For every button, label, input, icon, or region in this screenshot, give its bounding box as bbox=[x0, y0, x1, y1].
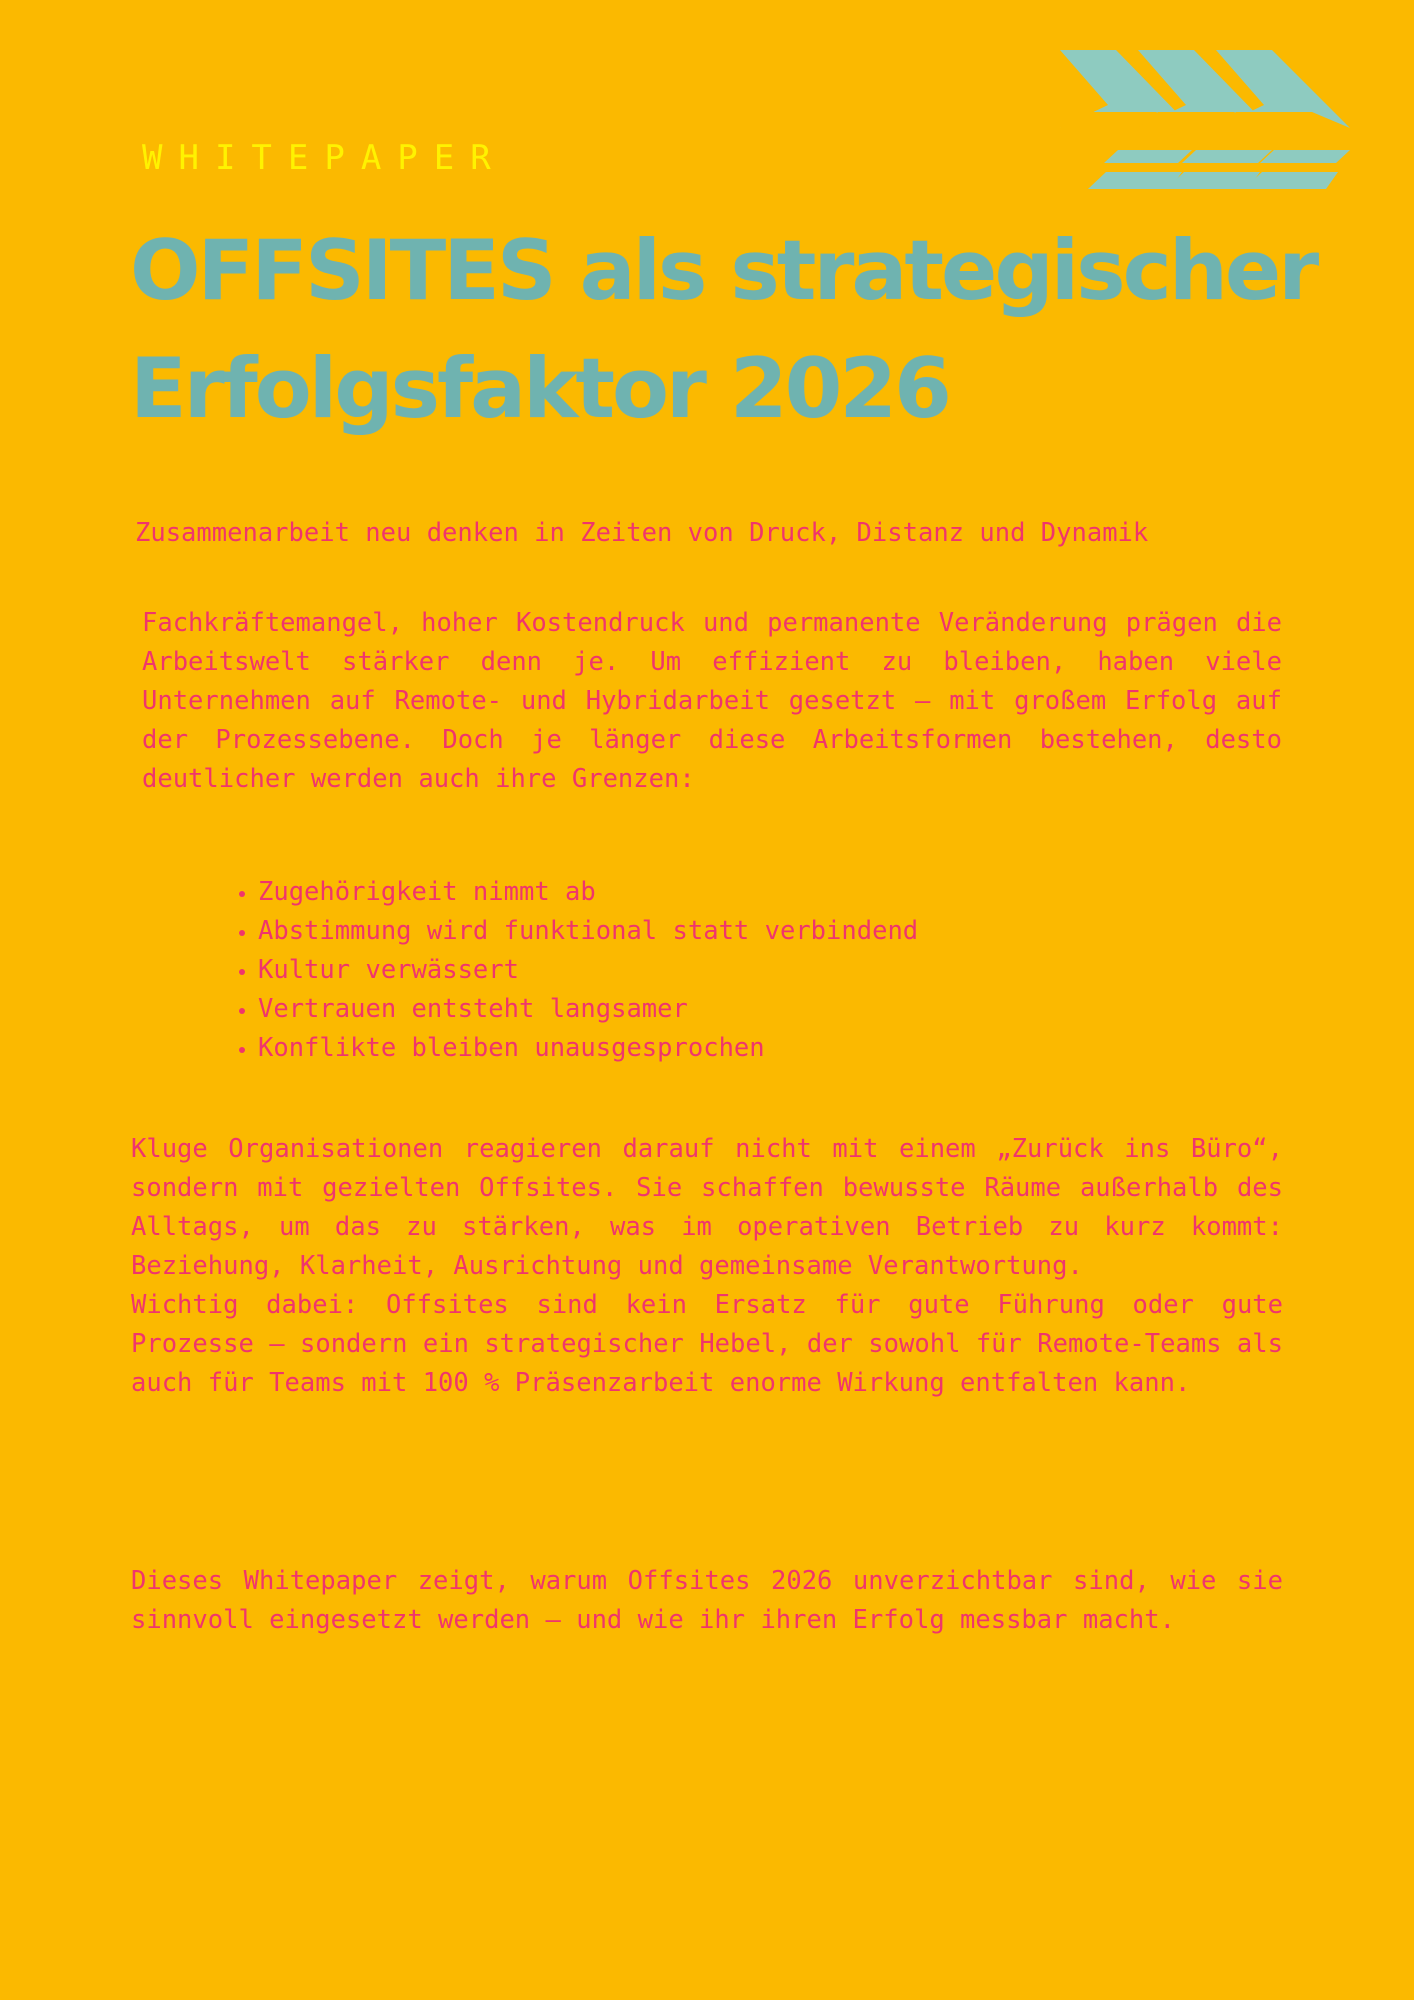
body-paragraph-2: Wichtig dabei: Offsites sind kein Ersatz für gute Führung oder gute Prozesse – sondern ein strategischer Hebel, der sowohl für Remote-Teams als auch für Teams mit 100 % Präsenzarbeit enorme Wirkung entfalten kann. bbox=[131, 1290, 1283, 1398]
triple-chevron-right-icon bbox=[1060, 50, 1350, 190]
list-item: • Kultur verwässert bbox=[258, 951, 918, 990]
document-subtitle: Zusammenarbeit neu denken in Zeiten von Druck, Distanz und Dynamik bbox=[135, 518, 1149, 548]
document-title bbox=[130, 212, 1360, 448]
body-paragraph-1: Kluge Organisationen reagieren darauf nicht mit einem „Zurück ins Büro“, sondern mit gezielten Offsites. Sie schaffen bewusste Räume außerhalb des Alltags, um das zu stärken, was im operativen Betrieb zu kurz kommt: Beziehung, Klarheit, Ausrichtung und gemeinsame Verantwortung. bbox=[131, 1134, 1283, 1281]
closing-paragraph: Dieses Whitepaper zeigt, warum Offsites 2026 unverzichtbar sind, wie sie sinnvoll eingesetzt werden – und wie ihr ihren Erfolg messbar macht. bbox=[131, 1566, 1283, 1635]
list-item: • Zugehörigkeit nimmt ab bbox=[258, 873, 918, 912]
document-label: WHITEPAPER bbox=[142, 138, 507, 178]
intro-paragraph: Fachkräftemangel, hoher Kostendruck und permanente Veränderung prägen die Arbeitswelt stärker denn je. Um effizient zu bleiben, haben viele Unternehmen auf Remote- und Hybridarbeit gesetzt – mit großem Erfolg auf der Prozessebene. Doch je länger diese Arbeitsformen bestehen, desto deutlicher werden auch ihre Grenzen: bbox=[142, 608, 1282, 794]
body-paragraphs bbox=[131, 1130, 1283, 1403]
list-item: • Vertrauen entsteht langsamer bbox=[258, 990, 918, 1029]
list-item: • Abstimmung wird funktional statt verbindend bbox=[258, 912, 918, 951]
title-line-2: Erfolgsfaktor 2026 bbox=[130, 340, 949, 437]
title-line-1: OFFSITES als strategischer bbox=[130, 222, 1317, 319]
list-item: • Konflikte bleiben unausgesprochen bbox=[258, 1029, 918, 1068]
challenges-list bbox=[258, 873, 918, 1068]
